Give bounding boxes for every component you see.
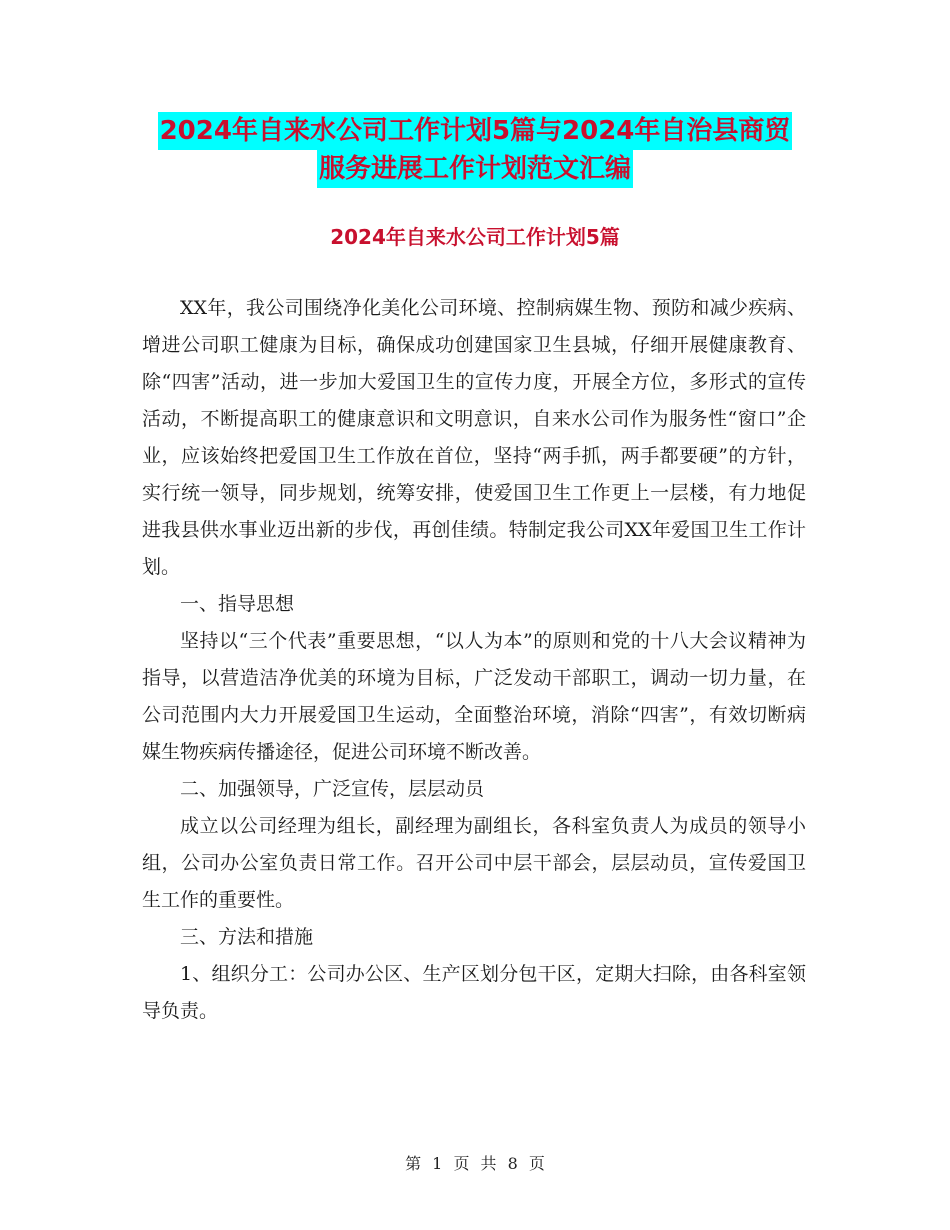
page-footer: 第 1 页 共 8 页 — [405, 1154, 545, 1173]
paragraph-leadership: 成立以公司经理为组长，副经理为副组长，各科室负责人为成员的领导小组，公司办公室负责日常工作。召开公司中层干部会，层层动员，宣传爱国卫生工作的重要性。 — [142, 815, 806, 911]
heading-methods: 三、方法和措施 — [180, 926, 314, 948]
heading-guiding-ideology: 一、指导思想 — [180, 593, 295, 615]
section-title: 2024年自来水公司工作计划5篇 — [330, 225, 620, 249]
document-title — [140, 112, 810, 188]
paragraph-methods-1: 1、组织分工：公司办公区、生产区划分包干区，定期大扫除，由各科室领导负责。 — [142, 963, 806, 1022]
title-line-1: 2024年自来水公司工作计划5篇与2024年自治县商贸 — [158, 112, 793, 150]
heading-leadership: 二、加强领导，广泛宣传，层层动员 — [180, 778, 485, 800]
title-line-2: 服务进展工作计划范文汇编 — [317, 150, 633, 188]
document-body — [142, 290, 806, 1030]
paragraph-guiding-ideology: 坚持以“三个代表”重要思想，“以人为本”的原则和党的十八大会议精神为指导，以营造洁净优美的环境为目标，广泛发动干部职工，调动一切力量，在公司范围内大力开展爱国卫生运动，全面整治环境，消除“四害”，有效切断病媒生物疾病传播途径，促进公司环境不断改善。 — [142, 630, 806, 763]
paragraph-intro: XX年，我公司围绕净化美化公司环境、控制病媒生物、预防和减少疾病、增进公司职工健康为目标，确保成功创建国家卫生县城，仔细开展健康教育、除“四害”活动，进一步加大爱国卫生的宣传力度，开展全方位，多形式的宣传活动，不断提高职工的健康意识和文明意识，自来水公司作为服务性“窗口”企业，应该始终把爱国卫生工作放在首位，坚持“两手抓，两手都要硬”的方针，实行统一领导，同步规划，统筹安排，使爱国卫生工作更上一层楼，有力地促进我县供水事业迈出新的步伐，再创佳绩。特制定我公司XX年爱国卫生工作计划。 — [142, 297, 806, 578]
